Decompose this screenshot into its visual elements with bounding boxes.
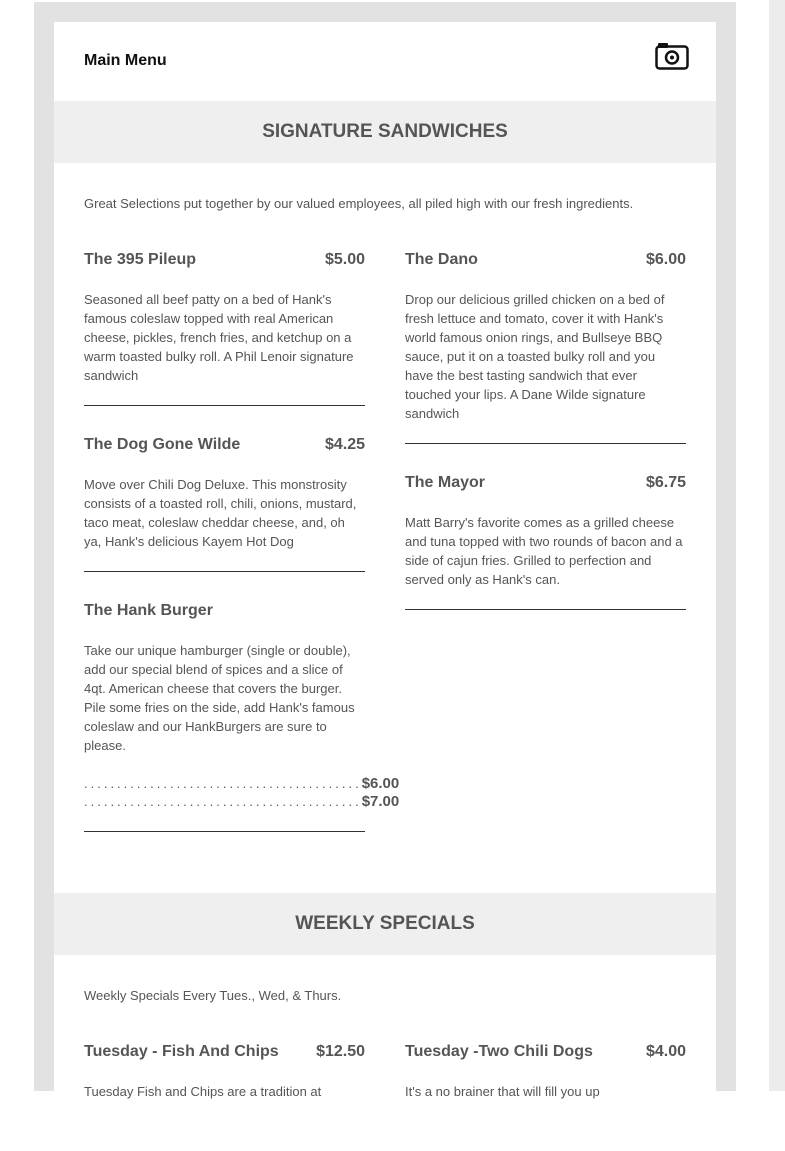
menu-item: [84, 1043, 365, 1121]
right-column: [405, 251, 686, 862]
section-heading-weekly: WEEKLY SPECIALS: [54, 893, 716, 955]
menu-item: [84, 251, 365, 406]
item-name: The Dog Gone Wilde: [84, 436, 241, 453]
page-frame: [34, 2, 736, 1099]
section-intro: Weekly Specials Every Tues., Wed, & Thurs.: [84, 988, 342, 1003]
item-price: $6.00: [645, 251, 686, 268]
item-description: Seasoned all beef patty on a bed of Hank's famous coleslaw topped with real American cheese, pickles, french fries, and ketchup on a warm toasted bulky roll. A Phil Lenoir signature sandwich: [84, 292, 354, 383]
item-name: The Hank Burger: [84, 602, 213, 619]
price-options: [84, 775, 400, 811]
item-name: Tuesday -Two Chili Dogs: [405, 1043, 593, 1060]
right-column: [405, 1043, 686, 1151]
camera-icon[interactable]: [655, 41, 689, 71]
item-description: Tuesday Fish and Chips are a tradition at: [84, 1084, 322, 1099]
left-column: [84, 1043, 365, 1151]
left-column: [84, 251, 400, 862]
section-intro: Great Selections put together by our valued employees, all piled high with our fresh ingredients.: [84, 196, 634, 211]
menu-item: [84, 436, 365, 572]
item-price: $4.25: [324, 436, 365, 453]
menu-item: [84, 602, 400, 832]
item-price: $12.50: [316, 1043, 365, 1060]
menu-item: [405, 251, 686, 444]
item-description: Move over Chili Dog Deluxe. This monstrosity consists of a toasted roll, chili, onions, mustard, taco meat, coleslaw cheddar cheese, and, oh ya, Hank's delicious Kayem Hot Dog: [84, 477, 357, 549]
item-description: Drop our delicious grilled chicken on a bed of fresh lettuce and tomato, cover it with Hank's world famous onion rings, and Bullseye BBQ sauce, put it on a toasted bulky roll and you have the best tasting sandwich that ever touched your lips. A Dane Wilde signature sandwich: [405, 292, 665, 421]
menu-item: [405, 1043, 686, 1121]
dot-leader: ..........................................: [84, 776, 362, 791]
menu-card: [54, 22, 716, 1099]
scrollbar-track[interactable]: [769, 0, 785, 1091]
menu-item: [405, 474, 686, 610]
item-name: The Dano: [405, 251, 478, 268]
item-name: The 395 Pileup: [84, 251, 197, 268]
item-name: The Mayor: [405, 474, 486, 491]
page-title: Main Menu: [84, 52, 167, 69]
item-description: It's a no brainer that will fill you up: [405, 1084, 600, 1099]
price-option: [84, 793, 400, 811]
item-price: $5.00: [324, 251, 365, 268]
price-option: [84, 775, 400, 793]
item-description: Matt Barry's favorite comes as a grilled cheese and tuna topped with two rounds of bacon and a side of cajun fries. Grilled to perfection and served only as Hank's can.: [405, 515, 683, 587]
option-price: $6.00: [361, 775, 400, 792]
section-heading-signature: SIGNATURE SANDWICHES: [54, 101, 716, 163]
weekly-grid: [54, 1043, 716, 1151]
item-name: Tuesday - Fish And Chips: [84, 1043, 279, 1060]
option-price: $7.00: [361, 793, 400, 810]
item-description: Take our unique hamburger (single or double), add our special blend of spices and a slice of 4qt. American cheese that covers the burger. Pile some fries on the side, add Hank's famous coleslaw and our HankBurgers are sure to please.: [84, 643, 355, 753]
signature-grid: [54, 251, 716, 862]
item-price: $6.75: [645, 474, 686, 491]
item-price: $4.00: [645, 1043, 686, 1060]
dot-leader: ..........................................: [84, 794, 362, 809]
menu-header: [54, 22, 716, 101]
